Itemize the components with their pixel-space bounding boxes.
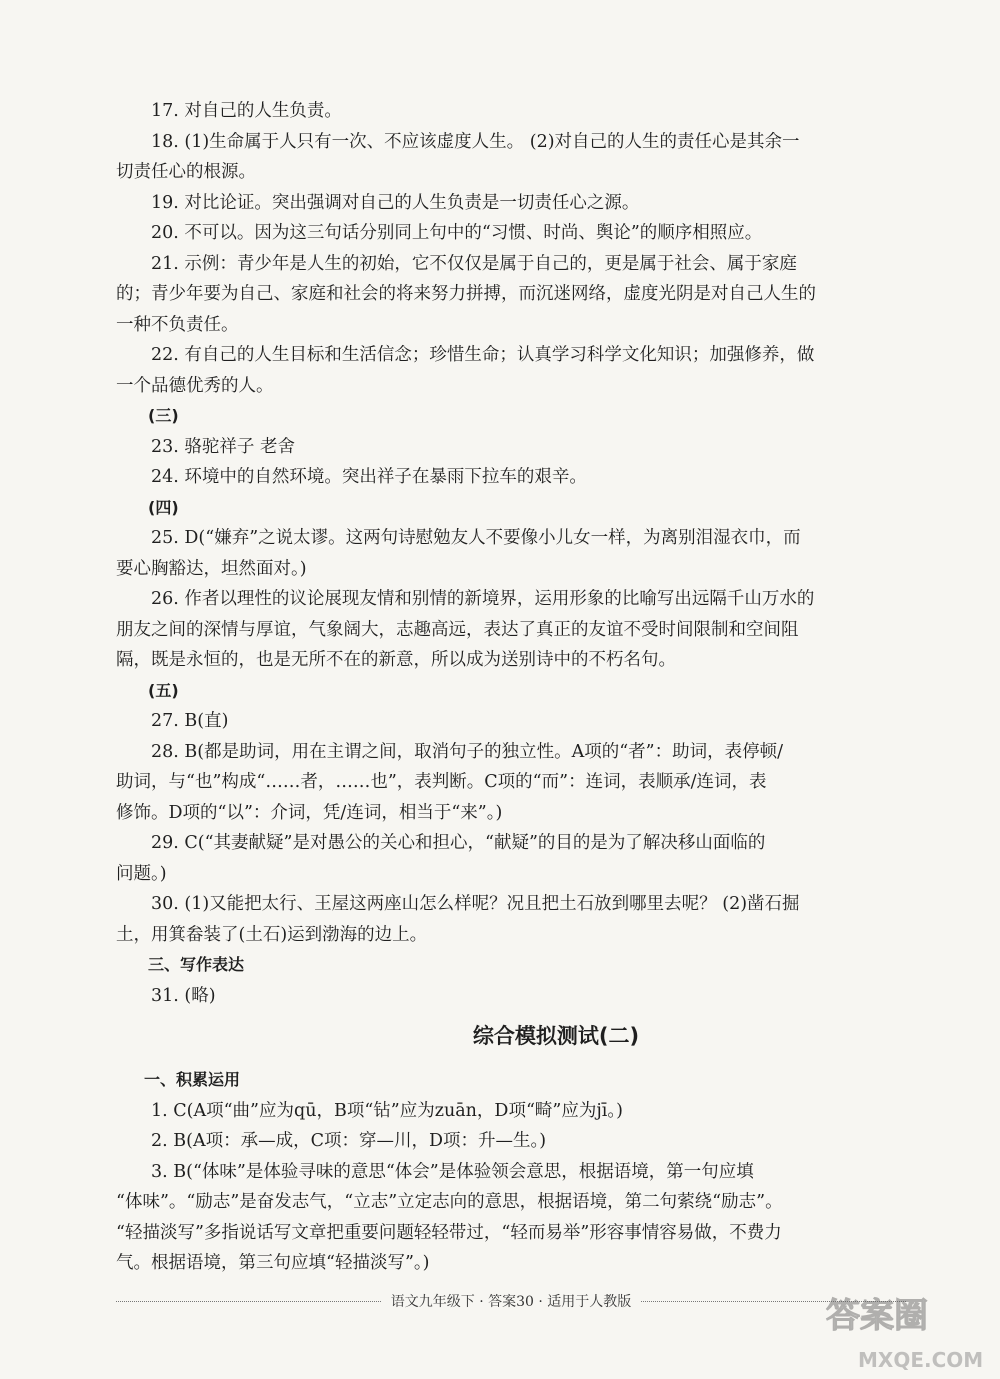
watermark-bottom: MXQE.COM [858,1348,984,1372]
text-line: 气。根据语境，第三句应填“轻描淡写”。) [116,1253,430,1273]
text-line: 25. D(“嫌弃”之说太谬。这两句诗慰勉友人不要像小儿女一样，为离别泪湿衣巾，而 [151,528,801,548]
text-line: (四) [148,497,179,517]
footer-text: 语文九年级下 · 答案30 · 适用于人教版 [390,1294,632,1310]
text-line: 2. B(A项：承—成，C项：穿—川，D项：升—生。) [151,1131,547,1151]
text-line: “体味”。“励志”是奋发志气，“立志”立定志向的意思，根据语境，第二句萦绕“励志”。 [116,1192,783,1212]
text-line: 1. C(A项“曲”应为qū，B项“钻”应为zuān，D项“畸”应为jī。) [151,1100,623,1121]
text-line: (五) [148,680,179,700]
text-line: 一、积累运用 [144,1070,241,1089]
text-line: 27. B(直) [151,711,229,731]
section-title: 综合模拟测试(二) [472,1024,640,1048]
text-line: 23. 骆驼祥子 老舍 [151,436,295,457]
text-line: 隔，既是永恒的，也是无所不在的新意，所以成为送别诗中的不朽名句。 [116,650,676,670]
text-line: 18. (1)生命属于人只有一次、不应该虚度人生。 (2)对自己的人生的责任心是其余一 [151,131,800,152]
text-line: 一个品德优秀的人。 [116,375,274,396]
text-line: 20. 不可以。因为这三句话分别同上句中的“习惯、时尚、舆论”的顺序相照应。 [151,223,763,243]
text-line: 问题。) [116,863,167,884]
text-line: 修饰。D项的“以”：介词，凭/连词，相当于“来”。) [116,802,503,823]
text-line: 31. (略) [151,985,216,1006]
page-footer [116,1291,906,1311]
text-line: “轻描淡写”多指说话写文章把重要问题轻轻带过，“轻而易举”形容事情容易做，不费力 [116,1222,782,1243]
footer-dots-left [116,1301,381,1302]
text-line: 24. 环境中的自然环境。突出祥子在暴雨下拉车的艰辛。 [151,467,587,487]
text-line: 17. 对自己的人生负责。 [151,101,342,121]
answers-section-1 [116,96,906,1011]
text-line: 助词，与“也”构成“……者，……也”，表判断。C项的“而”：连词，表顺承/连词，表 [116,772,767,792]
answer-page [116,96,906,1279]
text-line: 21. 示例：青少年是人生的初始，它不仅仅是属于自己的，更是属于社会、属于家庭 [151,253,797,274]
text-line: 28. B(都是助词，用在主谓之间，取消句子的独立性。A项的“者”：助词，表停顿/ [151,741,784,762]
text-line: 26. 作者以理性的议论展现友情和别情的新境界，运用形象的比喻写出远隔千山万水的 [151,589,815,609]
text-line: (三) [148,406,179,425]
text-line: 要心胸豁达，坦然面对。) [116,558,307,579]
text-line: 朋友之间的深情与厚谊，气象阔大，志趣高远，表达了真正的友谊不受时间限制和空间阻 [116,619,799,640]
text-line: 3. B(“体味”是体验寻味的意思“体会”是体验领会意思，根据语境，第一句应填 [151,1161,754,1182]
text-line: 29. C(“其妻献疑”是对愚公的关心和担心，“献疑”的目的是为了解决移山面临的 [151,833,766,853]
answers-section-2 [116,1065,906,1279]
text-line: 的；青少年要为自己、家庭和社会的将来努力拼搏，而沉迷网络，虚度光阴是对自己人生的 [116,284,816,304]
watermark-top: 答案圈 [826,1296,928,1336]
text-line: 一种不负责任。 [116,314,239,335]
text-line: 切责任心的根源。 [116,162,256,182]
text-line: 三、写作表达 [148,955,245,974]
text-line: 土，用箕畚装了(土石)运到渤海的边上。 [116,924,428,945]
watermark-logo [818,1285,993,1375]
text-line: 22. 有自己的人生目标和生活信念；珍惜生命；认真学习科学文化知识；加强修养，做 [151,345,815,365]
text-line: 19. 对比论证。突出强调对自己的人生负责是一切责任心之源。 [151,192,640,213]
text-line: 30. (1)又能把太行、王屋这两座山怎么样呢？况且把土石放到哪里去呢？ (2)凿石掘 [151,894,800,914]
